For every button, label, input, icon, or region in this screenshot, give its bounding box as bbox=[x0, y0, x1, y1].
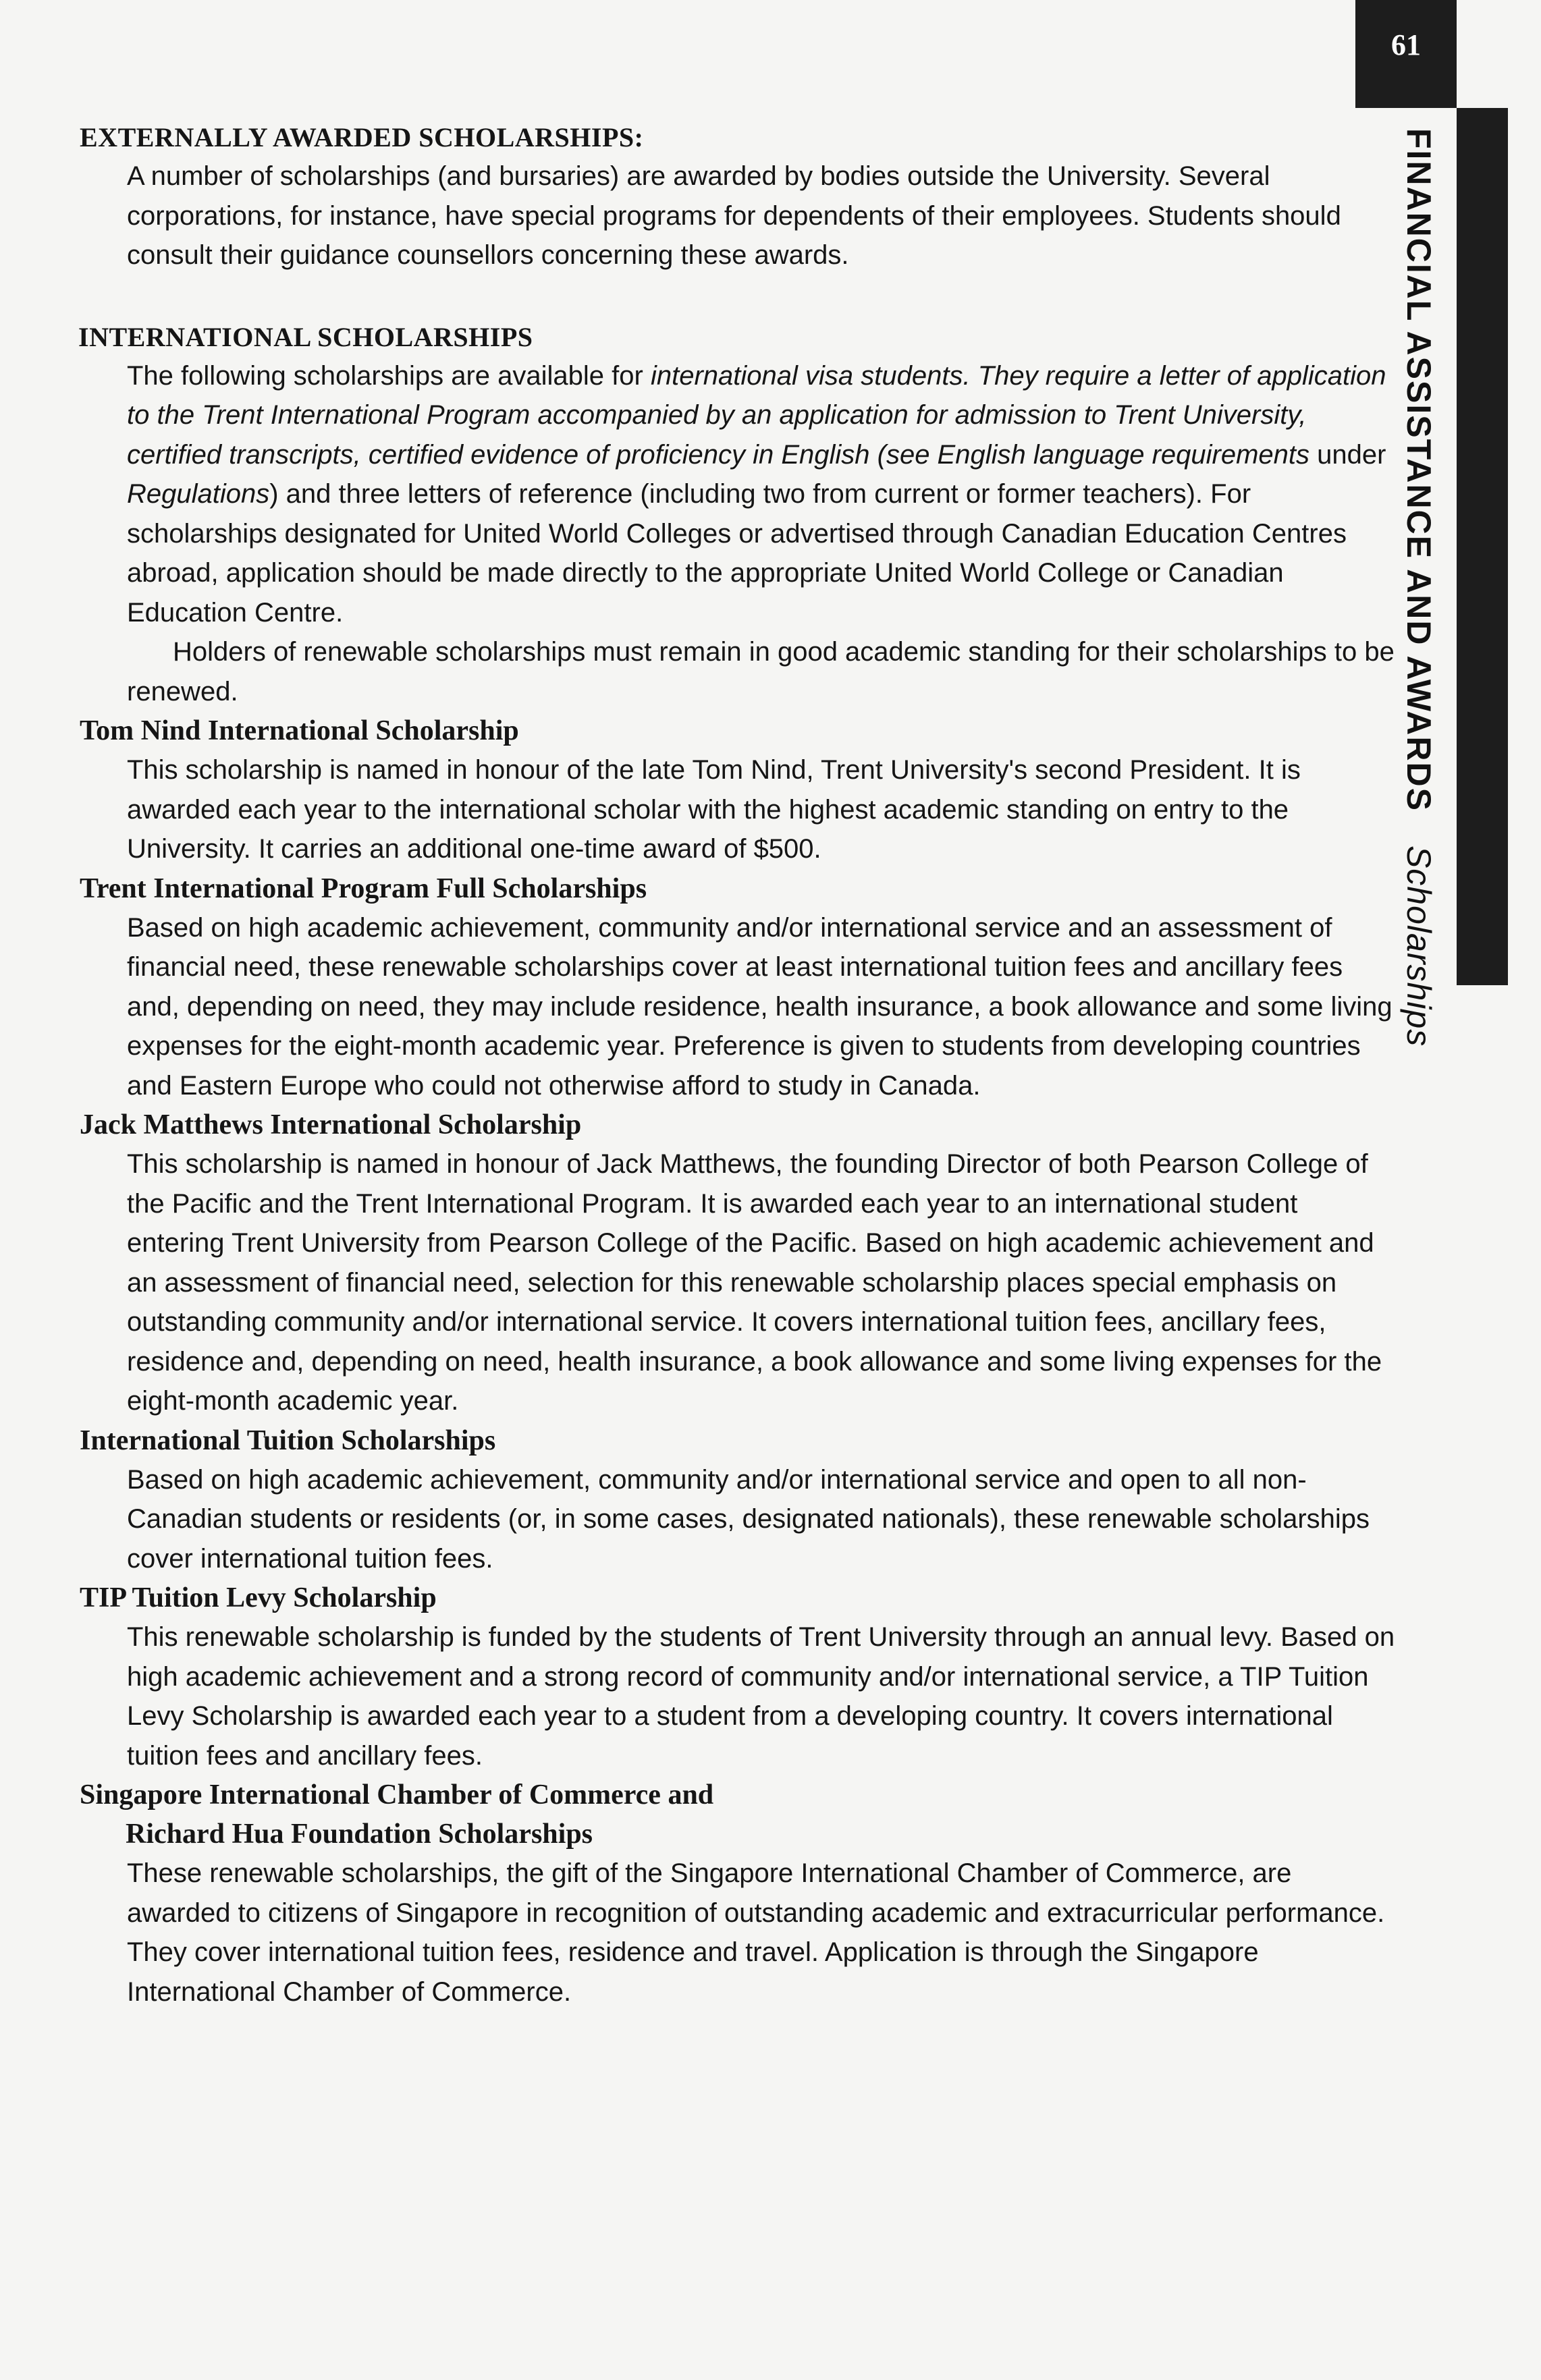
singapore-heading bbox=[80, 1775, 1335, 1854]
item-body: Based on high academic achievement, community and/or international service and an assessment of financial need, these renewable scholarships cover at least international tuition fees and ancillary fees and, depending on need, they may include residence, health insurance, a book allowance and some living expenses for the eight-month academic year. Preference is given to students from developing countries and Eastern Europe who could not otherwise afford to study in Canada. bbox=[127, 912, 1393, 1101]
renewable-note: Holders of renewable scholarships must remain in good academic standing for their scholarships to be renewed. bbox=[127, 637, 1395, 707]
externally-awarded-heading: EXTERNALLY AWARDED SCHOLARSHIPS: bbox=[80, 122, 644, 153]
item-heading: Jack Matthews International Scholarship bbox=[80, 1109, 582, 1140]
chapter-side-bar bbox=[1457, 108, 1508, 985]
main-content bbox=[78, 119, 1395, 2012]
intro-text-2: They require a letter of application to the Trent International Program accompanied by an application for admission to Trent University, certified transcripts, certified evidence of proficiency in English (see bbox=[127, 360, 1386, 470]
intro-emphasis-3: Regulations bbox=[127, 479, 270, 509]
item-heading: TIP Tuition Levy Scholarship bbox=[80, 1582, 437, 1613]
singapore-heading-line-2: Richard Hua Foundation Scholarships bbox=[126, 1819, 593, 1850]
intro-text-3: under bbox=[1309, 439, 1386, 470]
page-number: 61 bbox=[1391, 28, 1421, 61]
externally-awarded-body: A number of scholarships (and bursaries) are awarded by bodies outside the University. Several corporations, for instance, have special programs for dependents of their employees. Students should consult their guidance counsellors concerning these awards. bbox=[127, 161, 1341, 270]
singapore-heading-line-1: Singapore International Chamber of Commerce and bbox=[80, 1779, 714, 1810]
item-heading: Trent International Program Full Scholarships bbox=[80, 873, 647, 904]
intro-emphasis-2: English language requirements bbox=[937, 439, 1310, 470]
item-body: Based on high academic achievement, community and/or international service and open to all non-Canadian students or residents (or, in some cases, designated nationals), these renewable scholarships cover international tuition fees. bbox=[127, 1464, 1370, 1574]
section-title: Scholarships bbox=[1400, 845, 1438, 1047]
singapore-body: These renewable scholarships, the gift of the Singapore International Chamber of Commerce, are awarded to citizens of Singapore in recognition of outstanding academic and extracurricular performance. They cover international tuition fees, residence and travel. Application is through the Singapore International Chamber of Commerce. bbox=[127, 1858, 1385, 2007]
item-heading: International Tuition Scholarships bbox=[80, 1424, 496, 1456]
item-body: This scholarship is named in honour of Jack Matthews, the founding Director of both Pearson College of the Pacific and the Trent International Program. It is awarded each year to an international student entering Trent University from Pearson College of the Pacific. Based on high academic achievement and an assessment of financial need, selection for this renewable scholarship places special emphasis on outstanding community and/or international service. It covers international tuition fees, ancillary fees, residence and, depending on need, health insurance, a book allowance and some living expenses for the eight-month academic year. bbox=[127, 1149, 1382, 1416]
international-intro bbox=[127, 356, 1396, 633]
intro-emphasis-1: international visa students. bbox=[650, 360, 971, 391]
intro-text-4: ) and three letters of reference (including two from current or former teachers). For scholarships designated for United World Colleges or advertised through Canadian Education Centres abroad, application should be made directly to the appropriate United World College or Canadian Education Centre. bbox=[127, 479, 1347, 628]
item-body: This renewable scholarship is funded by the students of Trent University through an annual levy. Based on high academic achievement and a strong record of community and/or international service, a TIP Tuition Levy Scholarship is awarded each year to a student from a developing country. It covers international tuition fees and ancillary fees. bbox=[127, 1622, 1395, 1771]
intro-text-1: The following scholarships are available for bbox=[127, 360, 651, 391]
international-scholarships-heading: INTERNATIONAL SCHOLARSHIPS bbox=[78, 321, 533, 352]
item-body: This scholarship is named in honour of the late Tom Nind, Trent University's second President. It is awarded each year to the international scholar with the highest academic standing on entry to the University. It carries an additional one-time award of $500. bbox=[127, 755, 1301, 864]
item-heading: Tom Nind International Scholarship bbox=[80, 715, 519, 746]
chapter-title: FINANCIAL ASSISTANCE AND AWARDS bbox=[1400, 128, 1438, 812]
chapter-side-label bbox=[1399, 128, 1438, 1047]
page-number-tab bbox=[1355, 0, 1457, 108]
